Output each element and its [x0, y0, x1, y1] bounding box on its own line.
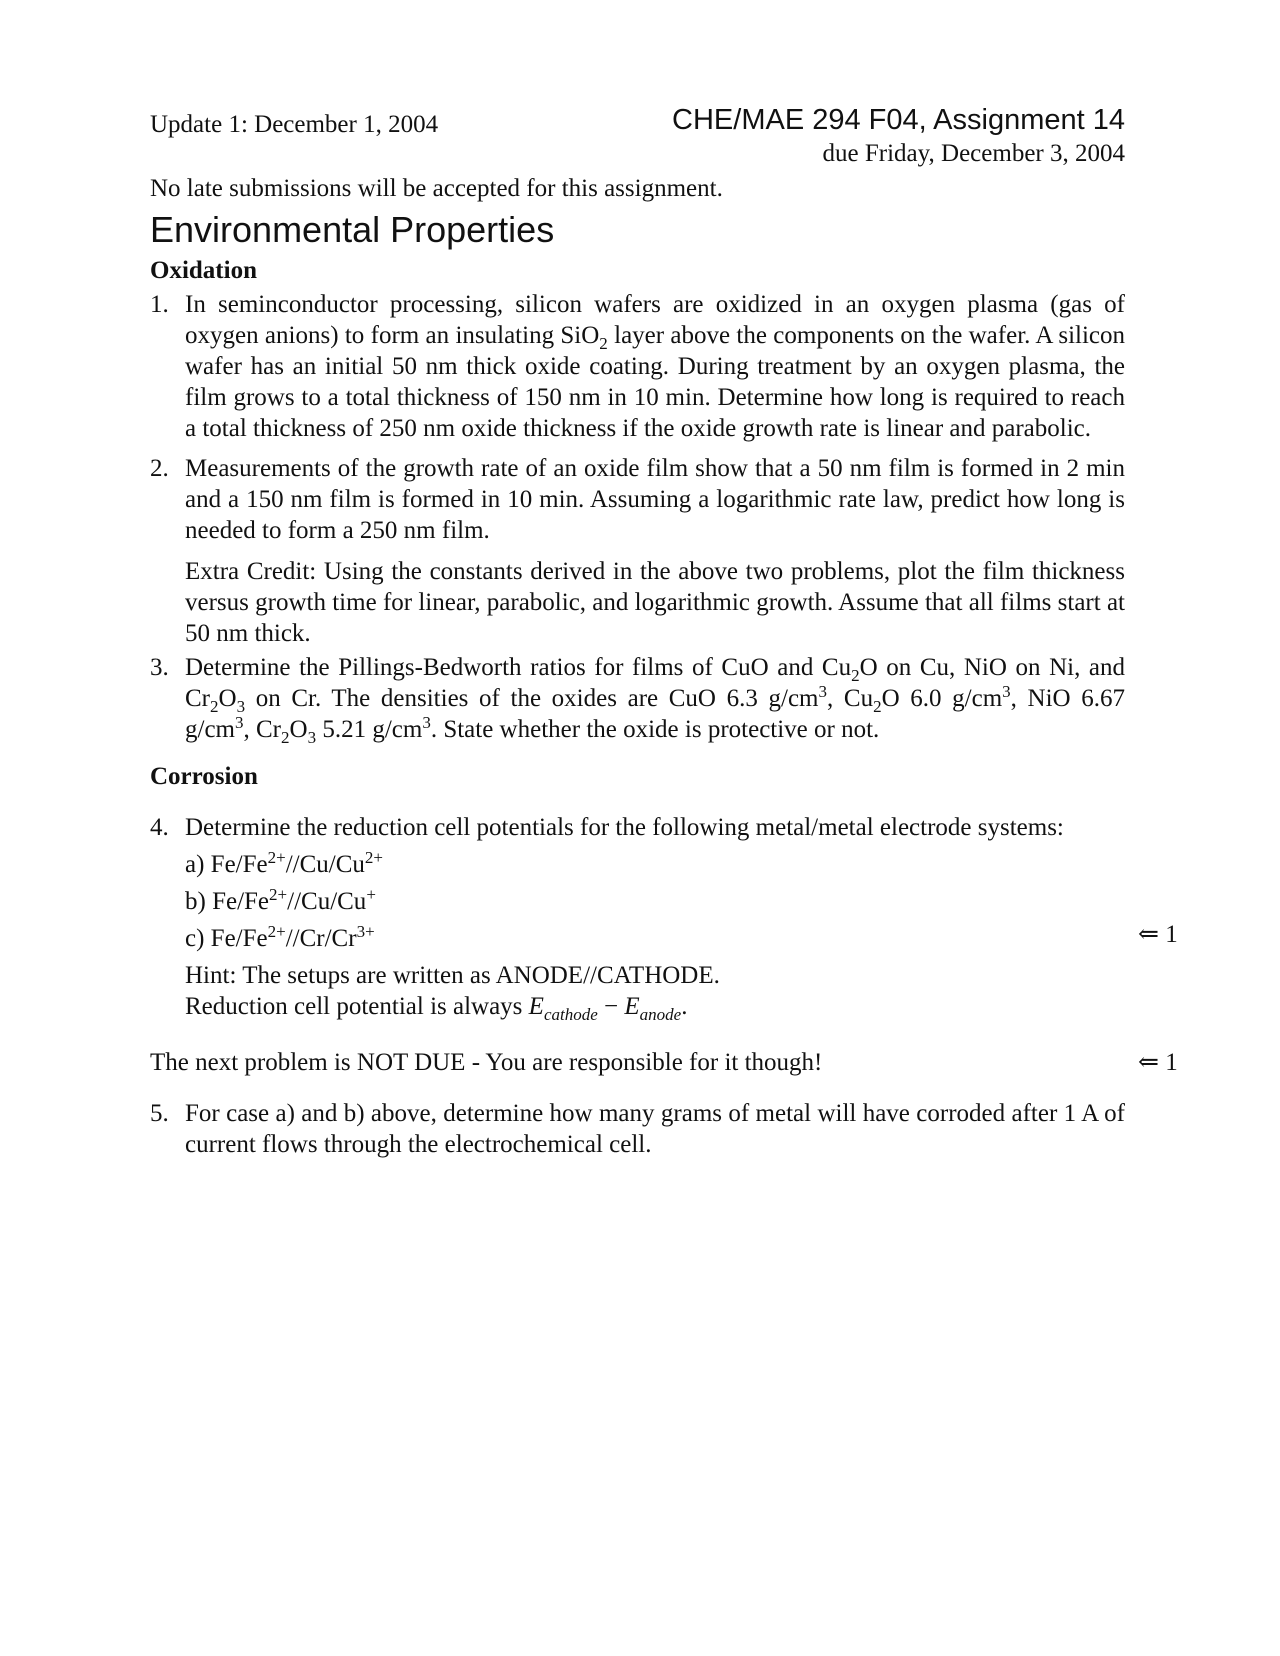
- case-b: b) $Fe/Fe^{2+}//Cu/Cu^+$: [185, 885, 376, 915]
- problem-number: 1.: [150, 291, 169, 318]
- problem-number: 5.: [150, 1100, 169, 1127]
- section-heading-corrosion: Corrosion: [150, 763, 258, 790]
- problem-4: [150, 812, 1125, 1022]
- problem-number: 2.: [150, 455, 169, 482]
- problem-number: 4.: [150, 814, 169, 841]
- problem-text: Measurements of the growth rate of an oxide film show that a 50 nm film is formed in 2 min and a 150 nm film is formed in 10 min. Assuming a logarithmic rate law, predict how long is needed to form a 250 nm film. Extra Credit: Using the constants derived in the above two problems, plot the film thickness versus growth time for linear, parabolic, and logarithmic growth. Assume that all films start at 50 nm thick.: [185, 455, 1125, 647]
- problem-text: Determine the reduction cell potentials for the following metal/metal electrode systems: a) $Fe/Fe^{2+}//Cu/Cu^{2+}$ b) $Fe/Fe^{2+}//Cu/Cu^+$ c) $Fe/Fe^{2+}//Cr/Cr^{3+}$ Hint: The setups are written as ANODE//CATHODE. Reduction cell potential is always $E_{cathode} - E_{anode}$.: [185, 812, 1125, 1022]
- section-heading-oxidation: Oxidation: [150, 257, 257, 284]
- course-title: CHE/MAE 294 F04, Assignment 14: [672, 104, 1125, 136]
- late-notice: No late submissions will be accepted for this assignment.: [150, 175, 723, 202]
- hint: Hint: The setups are written as ANODE//CATHODE.: [185, 962, 720, 989]
- margin-mark-1: ⇐ 1: [1138, 921, 1178, 948]
- page-title: Environmental Properties: [150, 209, 555, 250]
- not-due-notice: The next problem is NOT DUE - You are responsible for it though!: [150, 1049, 823, 1076]
- problem-5: [150, 1098, 1125, 1160]
- margin-mark-2: ⇐ 1: [1138, 1049, 1178, 1076]
- problem-2: [150, 453, 1125, 649]
- problem-number: 3.: [150, 654, 169, 681]
- case-a: a) $Fe/Fe^{2+}//Cu/Cu^{2+}$: [185, 848, 383, 878]
- extra-credit: Extra Credit: Using the constants derived in the above two problems, plot the film thickness versus growth time for linear, parabolic, and logarithmic growth. Assume that all films start at 50 nm thick.: [185, 558, 1125, 647]
- case-c: c) $Fe/Fe^{2+}//Cr/Cr^{3+}$: [185, 922, 375, 952]
- problem-text: In seminconductor processing, silicon wafers are oxidized in an oxygen plasma (gas of oxygen anions) to form an insulating SiO$_2$ layer above the components on the wafer. A silicon wafer has an initial 50 nm thick oxide coating. During treatment by an oxygen plasma, the film grows to a total thickness of 150 nm in 10 min. Determine how long is required to reach a total thickness of 250 nm oxide thickness if the oxide growth rate is linear and parabolic.: [185, 291, 1126, 442]
- due-date: due Friday, December 3, 2004: [822, 140, 1125, 167]
- problem-1: [150, 289, 1125, 444]
- problem-3: [150, 652, 1125, 745]
- problem-text: Determine the Pillings-Bedworth ratios for films of CuO and $Cu_2O$ on Cu, NiO on Ni, and $Cr_2O_3$ on Cr. The densities of the oxides are CuO 6.3 $g/cm^3$, $Cu_2O$ 6.0 $g/cm^3$, NiO 6.67 $g/cm^3$, $Cr_2O_3$ 5.21 $g/cm^3$. State whether the oxide is protective or not.: [185, 654, 1125, 747]
- reduction-formula: Reduction cell potential is always $E_{cathode} - E_{anode}$.: [185, 993, 688, 1024]
- problem-text: For case a) and b) above, determine how many grams of metal will have corroded after 1 A of current flows through the electrochemical cell.: [185, 1100, 1125, 1158]
- update-date: Update 1: December 1, 2004: [150, 111, 439, 138]
